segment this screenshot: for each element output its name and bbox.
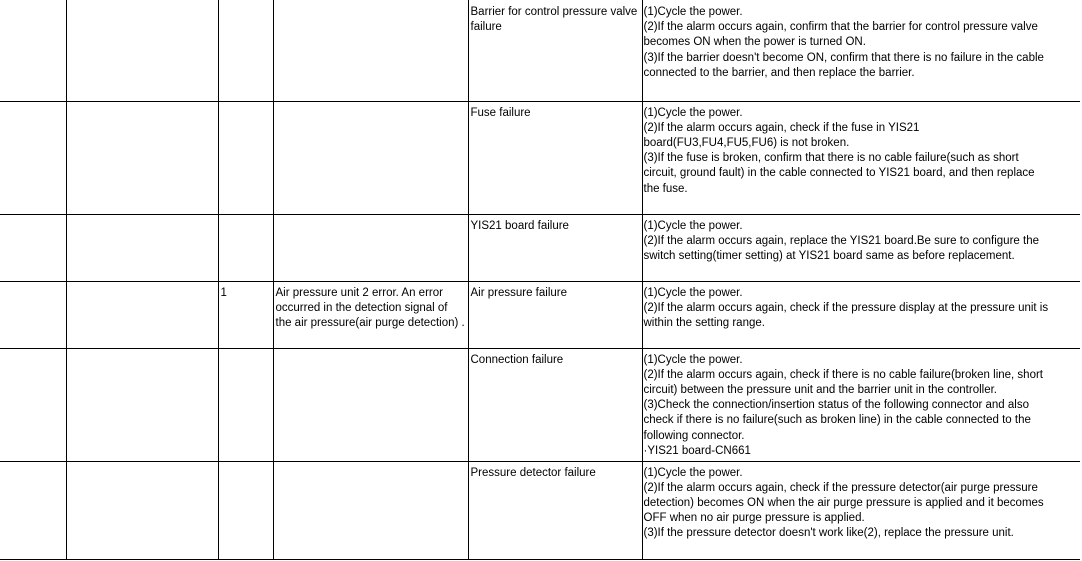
description-cell — [273, 214, 468, 281]
alarm-name-cell — [66, 281, 218, 348]
cause-cell: Fuse failure — [468, 101, 642, 214]
remedy-line: following connector. — [643, 429, 745, 442]
sub-code-cell — [218, 461, 273, 559]
cause-cell: Connection failure — [468, 348, 642, 461]
table-row — [0, 101, 1080, 214]
remedy-line: (1)Cycle the power. — [643, 6, 743, 18]
remedy-cell — [642, 348, 1080, 461]
alarm-name-cell — [66, 348, 218, 461]
sub-code-cell — [218, 214, 273, 281]
remedy-line: circuit, ground fault) in the cable connected to YIS21 board, and then replace — [643, 167, 1035, 180]
remedy-line: (2)If the alarm occurs again, check if the pressure detector(air purge pressure — [643, 481, 1038, 494]
alarm-name-cell — [66, 101, 218, 214]
alarm-name-cell — [66, 0, 218, 101]
sub-code-cell: 1 — [218, 281, 273, 348]
remedy-line: within the setting range. — [643, 316, 765, 329]
alarm-name-cell — [66, 214, 218, 281]
remedy-line: (1)Cycle the power. — [643, 106, 743, 119]
remedy-cell — [642, 101, 1080, 214]
remedy-line: (1)Cycle the power. — [643, 286, 743, 299]
sub-code-cell — [218, 101, 273, 214]
sub-code-cell — [218, 348, 273, 461]
alarm-name-cell — [66, 461, 218, 559]
remedy-line: becomes ON when the power is turned ON. — [643, 36, 866, 49]
table-row — [0, 281, 1080, 348]
remedy-line: switch setting(timer setting) at YIS21 board same as before replacement. — [643, 249, 1015, 262]
remedy-line: the fuse. — [643, 182, 688, 195]
remedy-line: (1)Cycle the power. — [643, 353, 743, 366]
remedy-line: (1)Cycle the power. — [643, 219, 743, 232]
remedy-line: (2)If the alarm occurs again, check if there is no cable failure(broken line, short — [643, 368, 1043, 381]
remedy-line: circuit) between the pressure unit and the barrier unit in the controller. — [643, 383, 997, 396]
alarm-code-cell — [0, 461, 66, 559]
remedy-line: board(FU3,FU4,FU5,FU6) is not broken. — [643, 136, 850, 149]
cause-cell: YIS21 board failure — [468, 214, 642, 281]
table-row — [0, 0, 1080, 101]
table-row — [0, 214, 1080, 281]
alarm-code-cell — [0, 281, 66, 348]
remedy-line: (3)Check the connection/insertion status of the following connector and also — [643, 399, 1029, 412]
remedy-line: (3)If the fuse is broken, confirm that there is no cable failure(such as short — [643, 152, 1019, 165]
description-cell — [273, 348, 468, 461]
cause-cell: Pressure detector failure — [468, 461, 642, 559]
remedy-line: (1)Cycle the power. — [643, 466, 743, 479]
remedy-line: (2)If the alarm occurs again, confirm that the barrier for control pressure valve — [643, 21, 1038, 34]
table-row — [0, 348, 1080, 461]
remedy-line: OFF when no air purge pressure is applied. — [643, 512, 865, 525]
remedy-cell — [642, 0, 1080, 101]
remedy-line: ·YIS21 board-CN661 — [643, 444, 751, 457]
remedy-cell — [642, 214, 1080, 281]
cause-cell: Barrier for control pressure valve failure — [468, 0, 642, 101]
alarm-code-cell — [0, 101, 66, 214]
alarm-code-cell — [0, 0, 66, 101]
table-row — [0, 461, 1080, 559]
sub-code-cell — [218, 0, 273, 101]
remedy-line: check if there is no failure(such as broken line) in the cable connected to the — [643, 414, 1031, 427]
remedy-line: (2)If the alarm occurs again, replace the YIS21 board.Be sure to configure the — [643, 234, 1039, 247]
remedy-line: detection) becomes ON when the air purge pressure is applied and it becomes — [643, 496, 1044, 509]
remedy-line: connected to the barrier, and then replace the barrier. — [643, 66, 915, 79]
remedy-cell — [642, 461, 1080, 559]
description-cell: Air pressure unit 2 error. An error occurred in the detection signal of the air pressure(air purge detection) . — [273, 281, 468, 348]
description-cell — [273, 0, 468, 101]
cause-cell: Air pressure failure — [468, 281, 642, 348]
alarm-code-cell — [0, 348, 66, 461]
description-cell — [273, 461, 468, 559]
remedy-cell — [642, 281, 1080, 348]
alarm-code-cell — [0, 214, 66, 281]
remedy-line: (3)If the pressure detector doesn't work like(2), replace the pressure unit. — [643, 527, 1014, 540]
description-cell — [273, 101, 468, 214]
remedy-line: (2)If the alarm occurs again, check if the fuse in YIS21 — [643, 121, 920, 134]
remedy-line: (3)If the barrier doesn't become ON, confirm that there is no failure in the cable — [643, 51, 1044, 64]
remedy-line: (2)If the alarm occurs again, check if the pressure display at the pressure unit is — [643, 301, 1049, 314]
